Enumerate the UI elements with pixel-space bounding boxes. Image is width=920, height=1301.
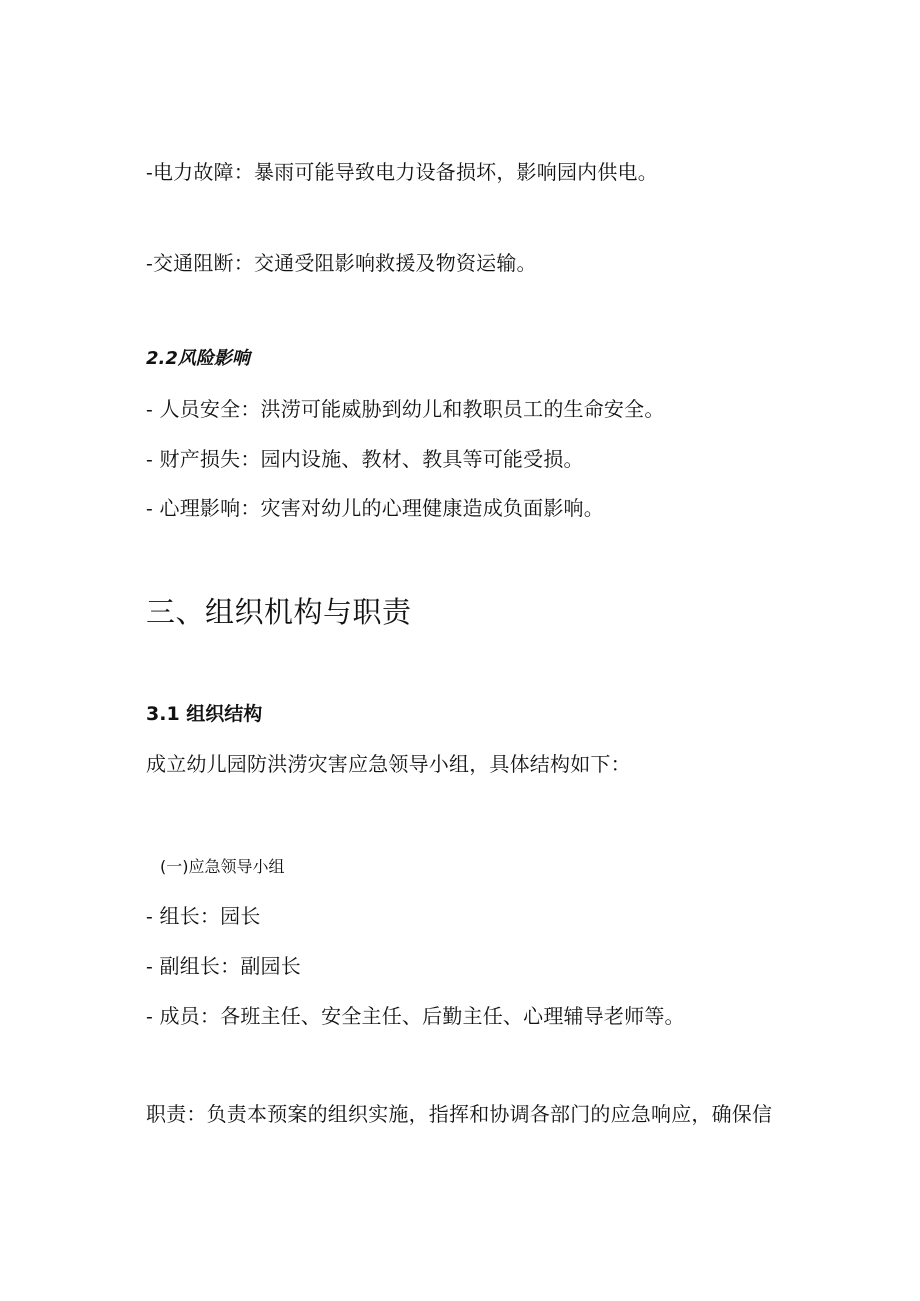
chapter-3-title: 三、组织机构与职责 <box>146 595 412 629</box>
impact-personnel-safety: - 人员安全：洪涝可能威胁到幼儿和教职员工的生命安全。 <box>146 397 665 421</box>
section-3-1-title: 3.1 组织结构 <box>146 703 263 725</box>
impact-psychological: - 心理影响：灾害对幼儿的心理健康造成负面影响。 <box>146 496 604 520</box>
member-list: - 成员：各班主任、安全主任、后勤主任、心理辅导老师等。 <box>146 1004 685 1028</box>
member-deputy-leader: - 副组长：副园长 <box>146 954 301 978</box>
member-leader: - 组长：园长 <box>146 904 261 928</box>
risk-traffic-blocked: -交通阻断：交通受阻影响救援及物资运输。 <box>146 251 537 275</box>
impact-property-loss: - 财产损失：园内设施、教材、教具等可能受损。 <box>146 447 584 471</box>
section-3-1-intro: 成立幼儿园防洪涝灾害应急领导小组，具体结构如下： <box>146 752 631 776</box>
group-title: (一)应急领导小组 <box>160 857 285 876</box>
section-2-2-title: 2.2风险影响 <box>146 348 250 369</box>
risk-power-failure: -电力故障：暴雨可能导致电力设备损坏，影响园内供电。 <box>146 160 658 184</box>
duty-paragraph: 职责：负责本预案的组织实施，指挥和协调各部门的应急响应，确保信 <box>146 1102 773 1126</box>
